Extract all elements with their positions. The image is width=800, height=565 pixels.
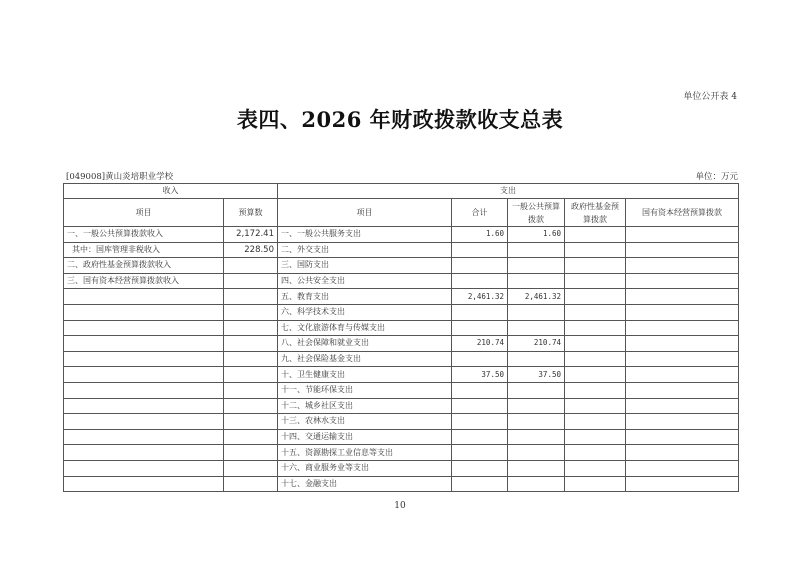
table-row (64, 273, 739, 289)
table-body (64, 227, 739, 492)
total-cell (452, 460, 508, 476)
col-total: 合计 (452, 199, 508, 227)
table-row (64, 382, 739, 398)
expense-item-cell: 十七、金融支出 (278, 476, 452, 492)
income-item-cell (64, 460, 224, 476)
income-budget-cell (224, 382, 278, 398)
income-budget-cell (224, 258, 278, 274)
total-cell (452, 242, 508, 258)
table-row (64, 258, 739, 274)
state-capital-cell (626, 289, 739, 305)
expense-item-cell: 十四、交通运输支出 (278, 429, 452, 445)
income-item-cell (64, 414, 224, 430)
gov-fund-cell (565, 242, 626, 258)
expense-item-cell: 八、社会保障和就业支出 (278, 336, 452, 352)
total-cell: 210.74 (452, 336, 508, 352)
expense-item-cell: 九、社会保险基金支出 (278, 351, 452, 367)
table-row (64, 336, 739, 352)
table-row (64, 289, 739, 305)
table-row (64, 445, 739, 461)
state-capital-cell (626, 351, 739, 367)
org-code-name: [049008]黄山炎培职业学校 (66, 172, 174, 182)
budget-table (63, 183, 739, 492)
gov-fund-cell (565, 476, 626, 492)
income-budget-cell (224, 304, 278, 320)
section-expense: 支出 (278, 184, 739, 199)
general-cell: 1.60 (508, 227, 565, 243)
income-item-cell (64, 289, 224, 305)
total-cell (452, 351, 508, 367)
org-unit-row (63, 170, 738, 182)
gov-fund-cell (565, 429, 626, 445)
table-row (64, 429, 739, 445)
table-row (64, 398, 739, 414)
gov-fund-cell (565, 304, 626, 320)
column-header-row (64, 199, 739, 227)
total-cell (452, 398, 508, 414)
general-cell (508, 351, 565, 367)
state-capital-cell (626, 242, 739, 258)
section-header-row (64, 184, 739, 199)
total-cell: 37.50 (452, 367, 508, 383)
general-cell (508, 445, 565, 461)
state-capital-cell (626, 227, 739, 243)
gov-fund-cell (565, 382, 626, 398)
gov-fund-cell (565, 273, 626, 289)
table-row (64, 414, 739, 430)
expense-item-cell: 十、卫生健康支出 (278, 367, 452, 383)
state-capital-cell (626, 304, 739, 320)
state-capital-cell (626, 367, 739, 383)
state-capital-cell (626, 398, 739, 414)
total-cell (452, 445, 508, 461)
state-capital-cell (626, 258, 739, 274)
gov-fund-cell (565, 320, 626, 336)
income-budget-cell (224, 336, 278, 352)
state-capital-cell (626, 460, 739, 476)
expense-item-cell: 五、教育支出 (278, 289, 452, 305)
state-capital-cell (626, 320, 739, 336)
income-budget-cell: 228.50 (224, 242, 278, 258)
gov-fund-cell (565, 336, 626, 352)
general-cell (508, 460, 565, 476)
income-budget-cell (224, 320, 278, 336)
table-row (64, 460, 739, 476)
gov-fund-cell (565, 414, 626, 430)
gov-fund-cell (565, 398, 626, 414)
general-cell (508, 258, 565, 274)
income-item-cell (64, 382, 224, 398)
general-cell (508, 304, 565, 320)
income-item-cell: 其中：国库管理非税收入 (64, 242, 224, 258)
general-cell (508, 429, 565, 445)
expense-item-cell: 一、一般公共服务支出 (278, 227, 452, 243)
general-cell (508, 476, 565, 492)
income-budget-cell (224, 367, 278, 383)
income-budget-cell (224, 476, 278, 492)
income-item-cell (64, 429, 224, 445)
expense-item-cell: 二、外交支出 (278, 242, 452, 258)
general-cell: 2,461.32 (508, 289, 565, 305)
total-cell: 2,461.32 (452, 289, 508, 305)
general-cell: 37.50 (508, 367, 565, 383)
expense-item-cell: 十三、农林水支出 (278, 414, 452, 430)
income-budget-cell (224, 351, 278, 367)
general-cell (508, 398, 565, 414)
expense-item-cell: 十一、节能环保支出 (278, 382, 452, 398)
income-item-cell (64, 476, 224, 492)
total-cell (452, 476, 508, 492)
state-capital-cell (626, 445, 739, 461)
state-capital-cell (626, 273, 739, 289)
total-cell (452, 382, 508, 398)
total-cell (452, 273, 508, 289)
col-income-item: 项目 (64, 199, 224, 227)
col-income-budget: 预算数 (224, 199, 278, 227)
state-capital-cell (626, 476, 739, 492)
col-gov-fund: 政府性基金预算拨款 (565, 199, 626, 227)
gov-fund-cell (565, 445, 626, 461)
gov-fund-cell (565, 367, 626, 383)
expense-item-cell: 三、国防支出 (278, 258, 452, 274)
total-cell (452, 304, 508, 320)
income-budget-cell (224, 414, 278, 430)
form-id-label: 单位公开表 4 (683, 92, 737, 102)
general-cell: 210.74 (508, 336, 565, 352)
table-row (64, 227, 739, 243)
expense-item-cell: 七、文化旅游体育与传媒支出 (278, 320, 452, 336)
table-row (64, 476, 739, 492)
general-cell (508, 320, 565, 336)
income-budget-cell (224, 445, 278, 461)
section-income: 收入 (64, 184, 278, 199)
state-capital-cell (626, 429, 739, 445)
expense-item-cell: 十二、城乡社区支出 (278, 398, 452, 414)
col-state-capital: 国有资本经营预算拨款 (626, 199, 739, 227)
expense-item-cell: 十五、资源勘探工业信息等支出 (278, 445, 452, 461)
total-cell (452, 429, 508, 445)
gov-fund-cell (565, 460, 626, 476)
income-item-cell: 二、政府性基金预算拨款收入 (64, 258, 224, 274)
income-item-cell (64, 351, 224, 367)
table-row (64, 304, 739, 320)
gov-fund-cell (565, 351, 626, 367)
col-general: 一般公共预算拨款 (508, 199, 565, 227)
page-number: 10 (394, 501, 406, 511)
expense-item-cell: 六、科学技术支出 (278, 304, 452, 320)
state-capital-cell (626, 382, 739, 398)
income-budget-cell (224, 429, 278, 445)
income-item-cell (64, 367, 224, 383)
income-budget-cell: 2,172.41 (224, 227, 278, 243)
state-capital-cell (626, 414, 739, 430)
expense-item-cell: 四、公共安全支出 (278, 273, 452, 289)
unit-label: 单位：万元 (695, 172, 738, 182)
general-cell (508, 414, 565, 430)
income-item-cell (64, 336, 224, 352)
total-cell (452, 258, 508, 274)
gov-fund-cell (565, 227, 626, 243)
state-capital-cell (626, 336, 739, 352)
gov-fund-cell (565, 258, 626, 274)
total-cell: 1.60 (452, 227, 508, 243)
total-cell (452, 414, 508, 430)
col-expense-item: 项目 (278, 199, 452, 227)
income-budget-cell (224, 398, 278, 414)
gov-fund-cell (565, 289, 626, 305)
table-row (64, 367, 739, 383)
table-row (64, 351, 739, 367)
income-budget-cell (224, 289, 278, 305)
income-item-cell (64, 320, 224, 336)
income-item-cell (64, 304, 224, 320)
income-budget-cell (224, 460, 278, 476)
income-item-cell: 一、一般公共预算拨款收入 (64, 227, 224, 243)
income-budget-cell (224, 273, 278, 289)
income-item-cell (64, 398, 224, 414)
general-cell (508, 242, 565, 258)
total-cell (452, 320, 508, 336)
income-item-cell (64, 445, 224, 461)
general-cell (508, 273, 565, 289)
general-cell (508, 382, 565, 398)
expense-item-cell: 十六、商业服务业等支出 (278, 460, 452, 476)
table-row (64, 242, 739, 258)
income-item-cell: 三、国有资本经营预算拨款收入 (64, 273, 224, 289)
page-title: 表四、2026 年财政拨款收支总表 (236, 107, 564, 132)
table-row (64, 320, 739, 336)
